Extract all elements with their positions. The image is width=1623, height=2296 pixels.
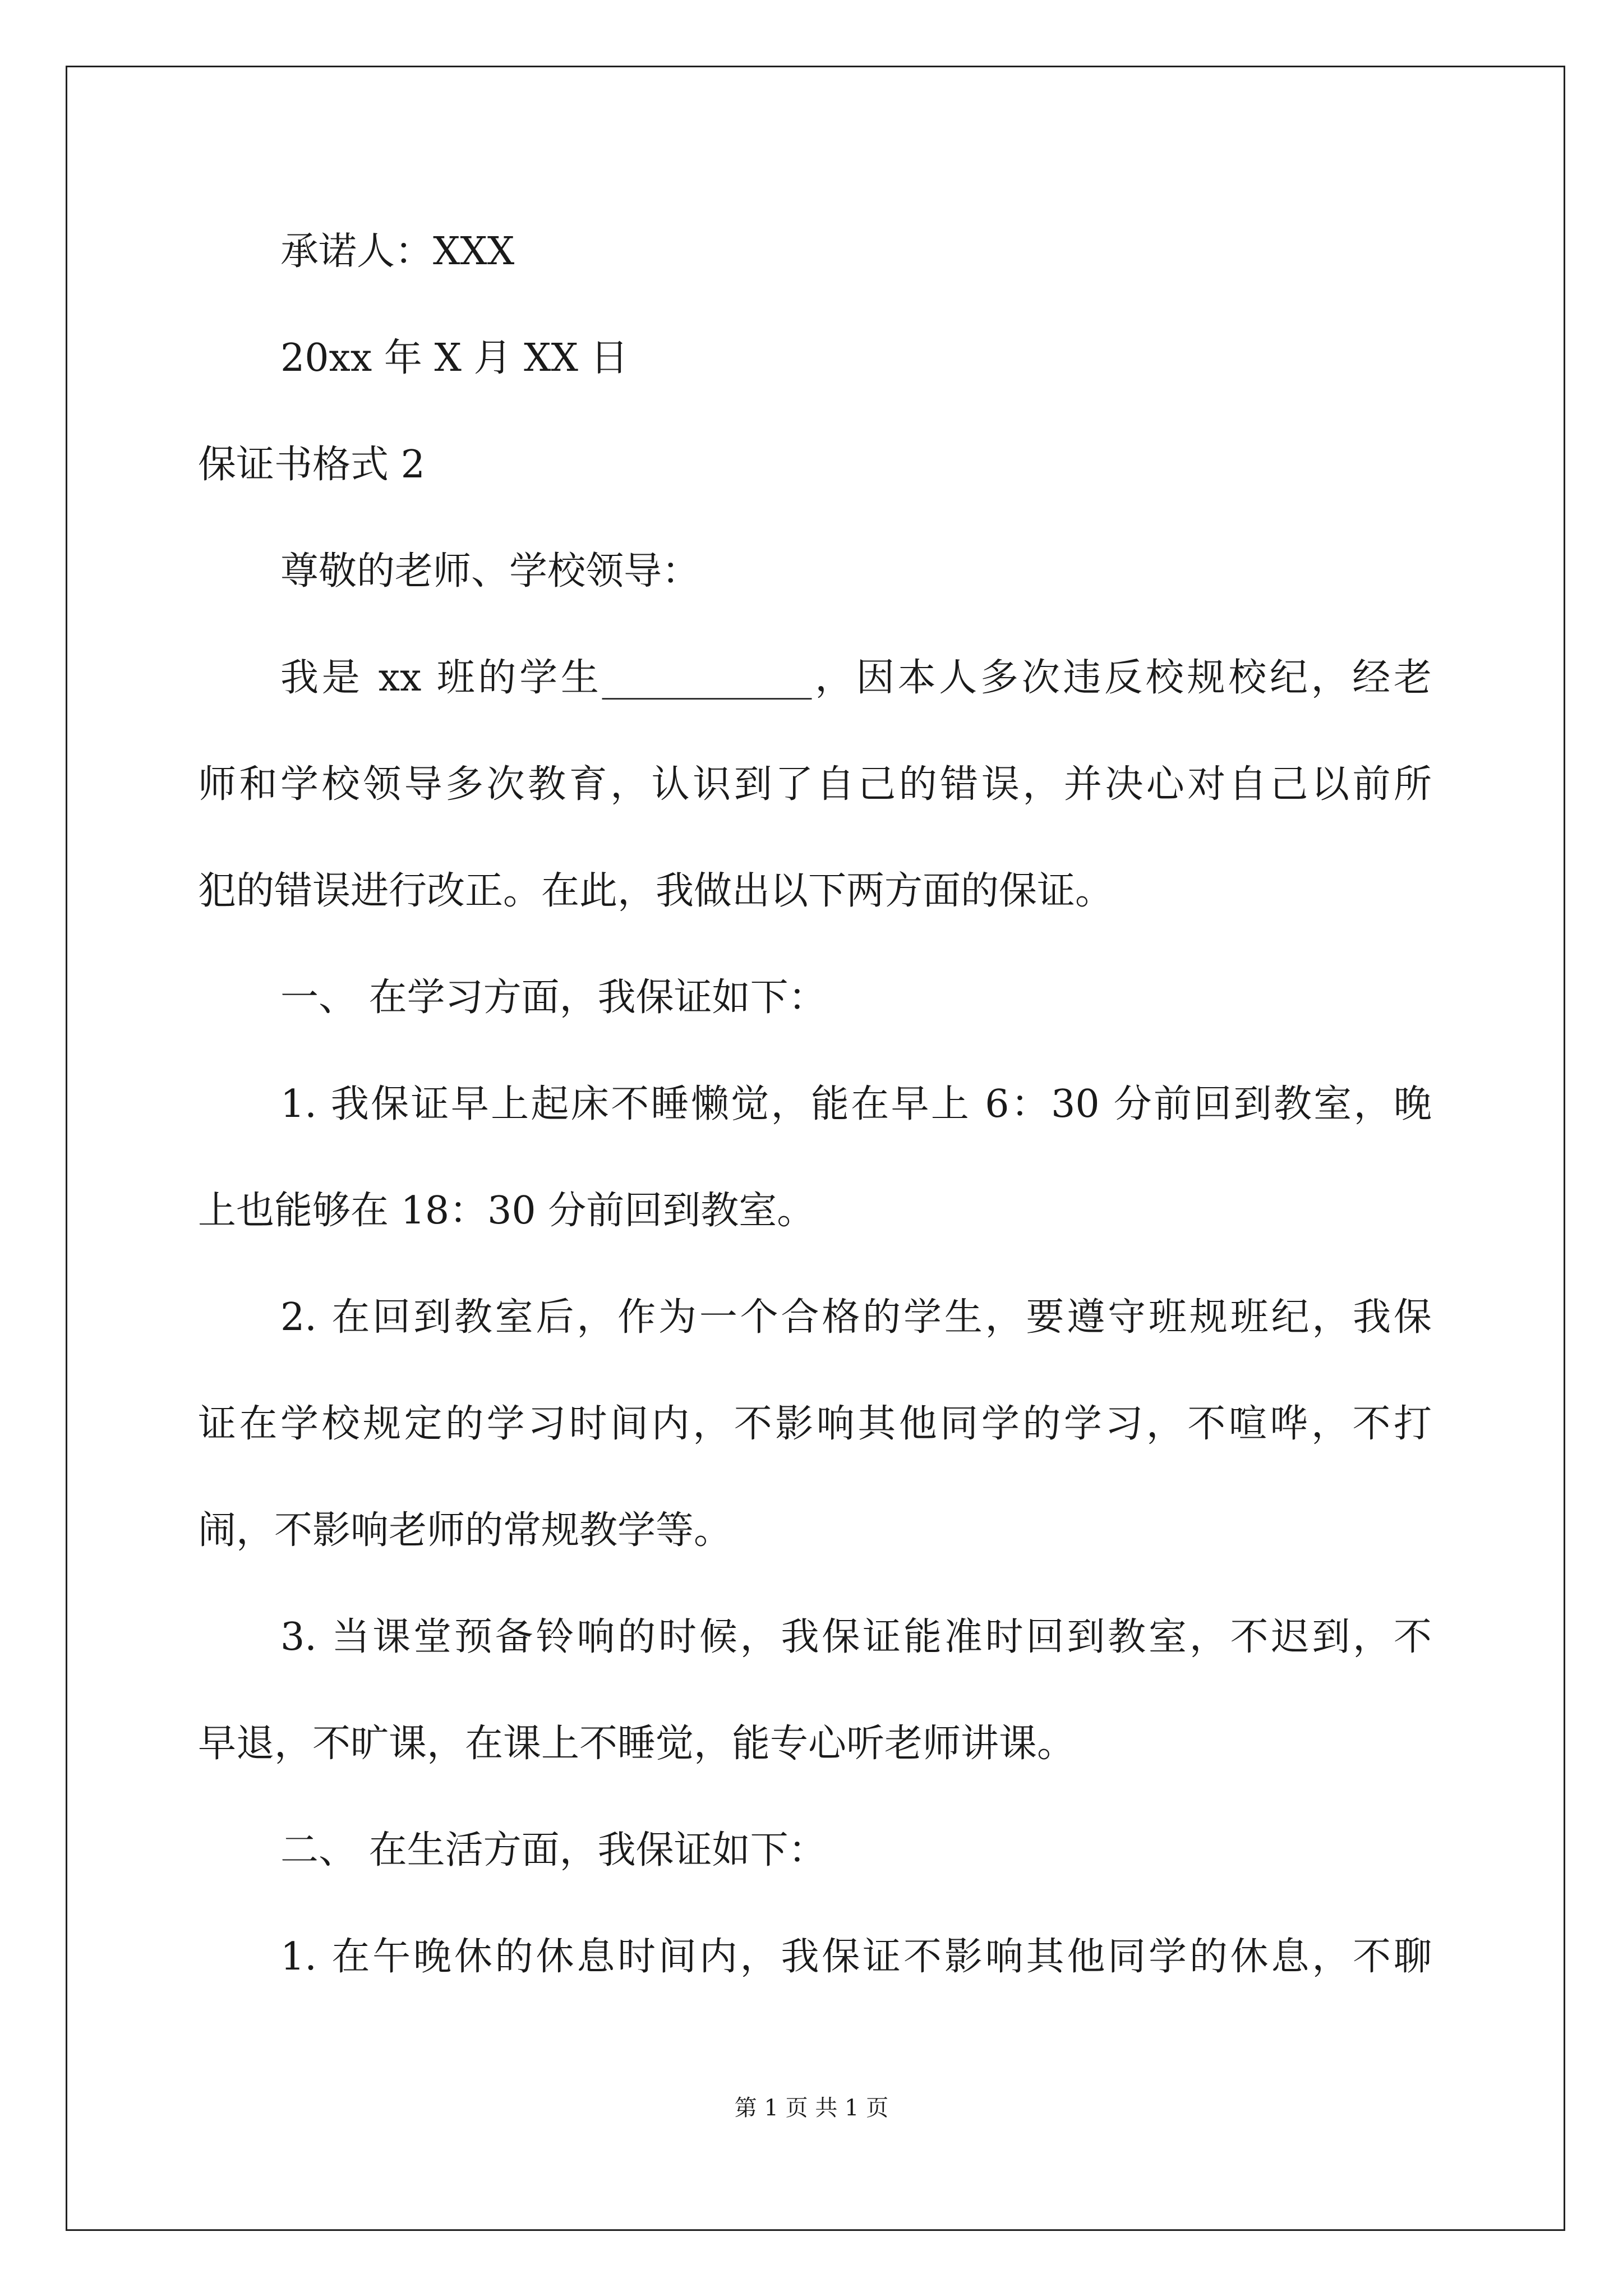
item1-1-line-2: 上也能够在 18：30 分前回到教室。 [198, 1189, 815, 1233]
intro-line-1: 我是 xx 班的学生___________，因本人多次违反校规校纪，经老 [280, 656, 1432, 700]
part1-heading: 一、 在学习方面，我保证如下： [280, 976, 827, 1020]
item1-2-line-3: 闹，不影响老师的常规教学等。 [198, 1508, 732, 1553]
intro-line-2: 师和学校领导多次教育，认识到了自己的错误，并决心对自己以前所 [198, 762, 1432, 807]
page-border [66, 66, 1565, 2231]
intro-line-3: 犯的错误进行改正。在此，我做出以下两方面的保证。 [198, 869, 1114, 913]
page-footer: 第 1 页 共 1 页 [734, 2095, 889, 2121]
signer-line: 承诺人：XXX [280, 229, 515, 274]
item1-3-line-1: 3. 当课堂预备铃响的时候，我保证能准时回到教室，不迟到，不 [280, 1615, 1432, 1659]
item2-1-line-1: 1. 在午晚休的休息时间内，我保证不影响其他同学的休息，不聊 [280, 1935, 1432, 1979]
item1-2-line-1: 2. 在回到教室后，作为一个合格的学生，要遵守班规班纪，我保 [280, 1295, 1432, 1340]
item1-1-line-1: 1. 我保证早上起床不睡懒觉，能在早上 6：30 分前回到教室，晚 [280, 1082, 1432, 1126]
item1-2-line-2: 证在学校规定的学习时间内，不影响其他同学的学习，不喧哗，不打 [198, 1402, 1432, 1446]
item1-3-line-2: 早退，不旷课，在课上不睡觉，能专心听老师讲课。 [198, 1722, 1076, 1766]
salutation: 尊敬的老师、学校领导： [280, 549, 700, 593]
date-line: 20xx 年 X 月 XX 日 [280, 336, 629, 380]
part2-heading: 二、 在生活方面，我保证如下： [280, 1828, 827, 1872]
section-title: 保证书格式 2 [198, 443, 425, 487]
